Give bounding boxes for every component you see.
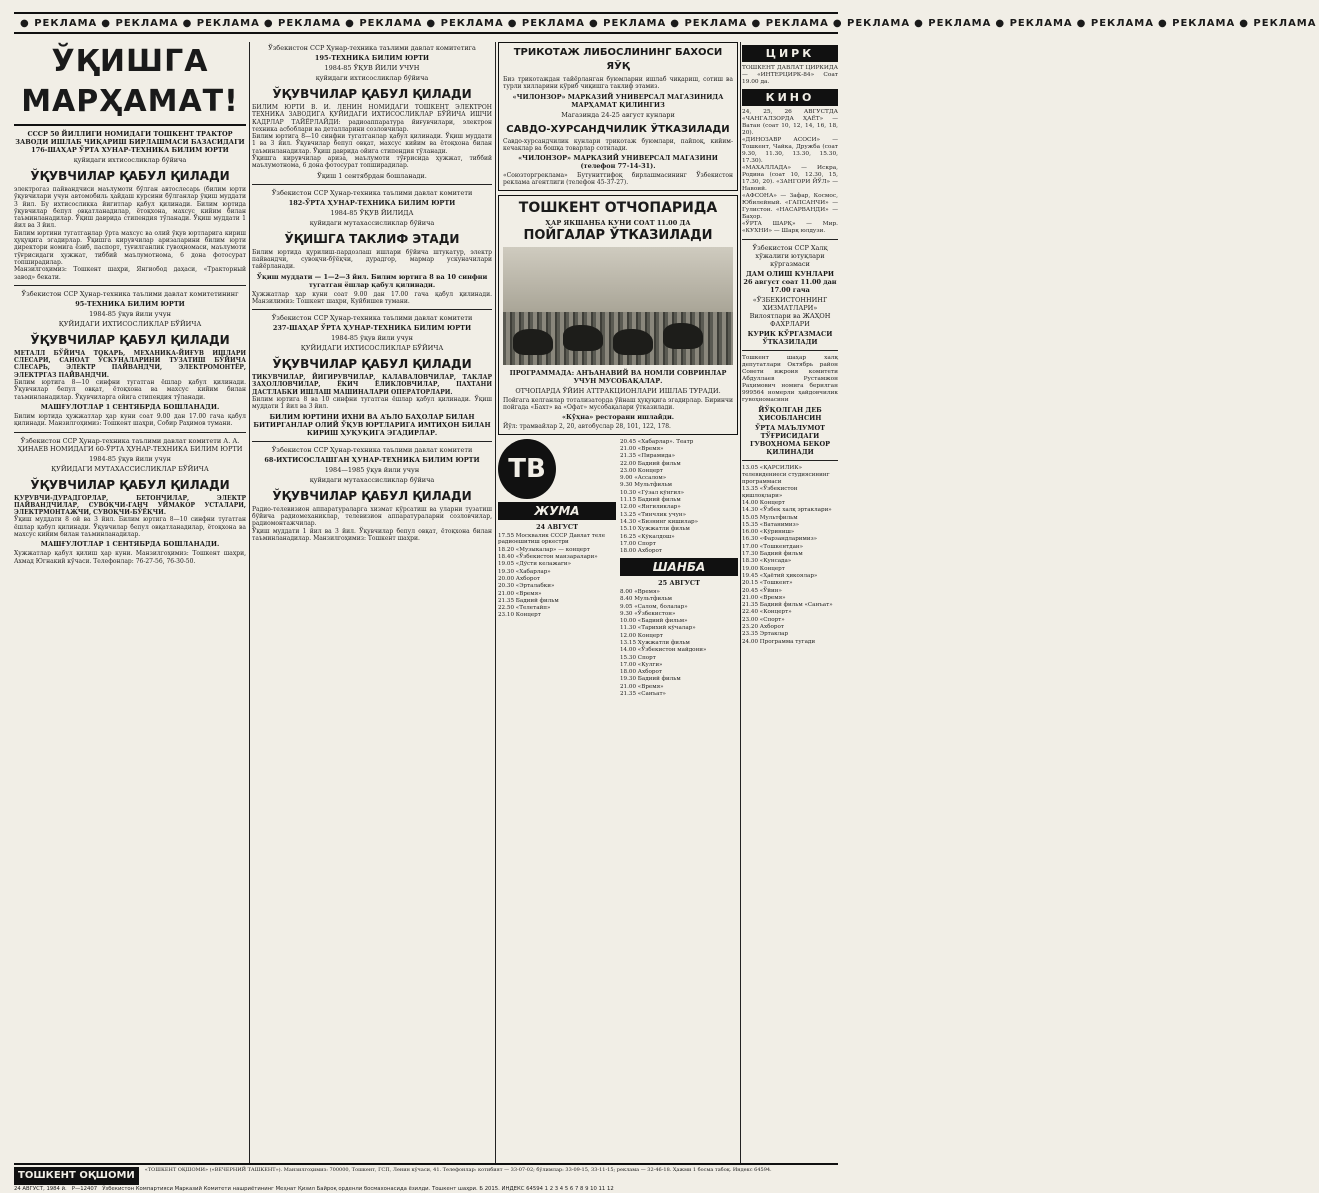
schedule-item: 18.30 «Кунсада» [742,558,792,565]
schedule-item: 20.45 «Хабарлар». Театр [620,438,694,445]
publisher-info: «ТОШКЕНТ ОҚШОМИ» («ВЕЧЕРНИЙ ТАШКЕНТ»). Манзилгоҳимиз: 700000, Тошкент, ГСП, Ленин кўчаси, 41. Телефонлар: котибият — 33-07-02; бўлимлар: 33-09-15, 33-11-15; реклама — 32-46-18. Ҳажми 1 босма табоқ. Индекс 64594. [144,1167,772,1173]
schedule-item: 15.10 Хужжатли фильм [620,526,690,533]
banner-item: ● РЕКЛАМА [507,17,585,29]
years: 1984-85 ўқув йили учун [89,309,171,318]
schedule-item: 8.40 Мультфильм [620,596,673,603]
schedule-item: 10.00 «Бадиий фильм» [620,618,688,625]
divider [252,441,492,442]
newspaper-logo: ТОШКЕНТ ОҚШОМИ [14,1167,139,1185]
cinema-text: «ДИНОЗАВР АСОСИ» — Тошкент, Чайка, Дружба (соат 9.30, 11.30, 13.30, 15.30, 17.30). [742,137,838,164]
saturday-date: 25 АВГУСТ [658,578,700,587]
banner-item: ● РЕКЛАМА [182,17,260,29]
note: Ўқиш 1 сентябрдан бошланади. [317,171,427,180]
horse-shape [613,329,653,355]
subtitle: ҚУЙИДАГИ ИХТИСОСЛИКЛАР БЎЙИЧА [58,319,202,328]
schedule-item: 16.00 «Кўриниш» [742,529,795,536]
schedule-item: 15.05 Мультфильм [742,514,798,521]
schedule-item: 15.35 «Ватанимиз» [742,521,800,528]
schedule-item: 21.00 «Время» [498,590,542,597]
heading-1: ЎҚУВЧИЛАР ҚАБУЛ ҚИЛАДИ [272,87,472,101]
years: 1984-85 ўқув йили учун [331,334,413,343]
banner-item: ● РЕКЛАМА [751,17,829,29]
schedule-item: 21.35 «Санъат» [620,691,666,698]
column-rule [249,42,250,1163]
schedule-item: 19.30 Бадиий фильм [620,676,681,683]
paragraph: Ўқиш муддати 1 йил ва 3 йил. Ўқувчилар бепул овқат, ётоқхона билан таъминланадилар. Манзилгоҳимиз: Тошкент шаҳри. [252,527,492,542]
intro-text: СССР 50 ЙИЛЛИГИ НОМИДАГИ ТОШКЕНТ ТРАКТОР ЗАВОДИ ИШЛАБ ЧИҚАРИШ БИРЛАШМАСИ БАЗАСИДАГИ 176-ШАҲАР ЎРТА ХУНАР-ТЕХНИКА БИЛИМ ЮРТИ [15,130,245,154]
tv-schedule [742,465,838,645]
schedule-item: 18.40 «Ўзбекистон манзаралари» [498,554,598,561]
divider [14,285,246,286]
tv-logo: ТВ [498,439,556,499]
issue-code: Р—12407 [71,1186,98,1192]
column-1 [14,42,246,1163]
schedule-item: 21.35 Бадиий фильм «Санъат» [742,602,833,609]
banner-item: ● РЕКЛАМА [426,17,504,29]
paragraph: Билим юртини тугатганлар ўрта махсус ва олий ўқув юртларига кириш ҳуқуқига эгадирлар. Ўқишга кирувчилар аризаларини билим юрти директори номига ёзиб, паспорт, туғилганлик гувоҳномаси, маълумоти тўғрисидаги ҳужжат, тиббий маълумотнома, 6 дона фотосурат топширадилар. [14,229,246,266]
cinema-text: «ЎРТА ШАРҚ» — Мир. «КУХНИ» — Шарқ юлдузи. [742,221,838,234]
years: 1984—1985 ўқув йили учун [324,465,420,474]
exhibition-org: Ўзбекистон ССР Халқ хўжалиги ютуқлари кўргазмаси [752,244,828,268]
schedule-item: 17.55 Москвалик СССР Давлат теле радиоешитиш оркестри [498,532,605,546]
heading-1: ЎҚУВЧИЛАР ҚАБУЛ ҚИЛАДИ [30,169,230,183]
banner-item: ● РЕКЛАМА [670,17,748,29]
attractions: ОТЧОПАРДА ЎЙИН АТТРАКЦИОНЛАРИ ИШЛАБ ТУРАДИ. [515,386,721,395]
program: ПРОГРАММАДА: АНЪАНАВИЙ ВА НОМЛИ СОВРИНЛАР УЧУН МУСОБАҚАЛАР. [509,368,727,385]
subtitle: ҚУЙИДАГИ МУТАХАССИСЛИКЛАР БЎЙИЧА [51,464,209,473]
divider [742,239,838,240]
address: Манзилгоҳимиз: Тошкент шаҳри, Янгиобод даҳаси, «Тракторный завод» бекати. [14,266,246,281]
schedule-item: 13.35 «Ўзбекистон қишлоқлари» [742,485,798,499]
schedule-item: 21.00 «Время» [620,683,664,690]
banner-item: ● РЕКЛАМА [588,17,667,29]
note: МАШҒУЛОТЛАР 1 СЕНТЯБРДА БОШЛАНАДИ. [40,402,220,411]
schedule-item: 17.00 «Кулги» [620,661,663,668]
school-name: 95-ТЕХНИКА БИЛИМ ЮРТИ [75,299,185,308]
paragraph: Билим юртига 8 ва 10 синфни тугатган ёшлар қабул қилинади. Ўқиш муддати 1 йил ва 3 йил. [252,396,492,411]
horse-shape [563,325,603,351]
heading-2: ЎҚУВЧИЛАР ҚАБУЛ ҚИЛАДИ [30,332,230,347]
schedule-item: 12.00 Концерт [620,632,663,639]
schedule-item: 20.45 «Ўйин» [742,587,782,594]
heading-4: ЎҚУВЧИЛАР ҚАБУЛ ҚИЛАДИ [272,488,472,503]
banner-item: ● РЕКЛАМА [1239,17,1317,29]
subtitle: қуйидаги мутахассисликлар бўйича [309,475,435,484]
schedule-item: 16.30 «Фарзандларимиз» [742,536,818,543]
school-name: 182-ЎРТА ҲУНАР-ТЕХНИКА БИЛИМ ЮРТИ [288,198,456,207]
exhibition-title: «ЎЗБЕКИСТОННИНГ ХИЗМАТЛАРИ» Вилоятлари ва ЖАҲОН ФАХРЛАРИ [749,296,831,328]
banner-item: ● РЕКЛАМА [1157,17,1236,29]
schedule-item: 23.00 «Спорт» [742,616,785,623]
column-4 [742,42,838,1163]
paragraph: Билим юртига 8—10 синфни тугатган ёшлар қабул қилинади. Ўқувчилар бепул овқат, ётоқхона ва махсус кийим билан таъминланадилар. Ўқувчиларга ойига стипендия тўланади. [14,379,246,401]
school-name: 68-ИХТИСОСЛАШГАН ҲУНАР-ТЕХНИКА БИЛИМ ЮРТИ [264,455,480,464]
subtitle: қуйидаги мутахассисликлар бўйича [309,218,435,227]
schedule-item: 21.35 «Пирамида» [620,453,676,460]
schedule-item: 18.20 «Музыкалар» — концерт [498,546,590,553]
lost-notice-2: ЎРТА МАЪЛУМОТ ТЎҒРИСИДАГИ ГУВОҲНОМА БЕКОР ҚИЛИНАДИ [749,424,831,456]
note: БИЛИМ ЮРТИНИ ИХНИ ВА АЪЛО БАҲОЛАР БИЛАН БИТИРГАНЛАР ОЛИЙ ЎҚУВ ЮРТЛАРИГА ИМТИҲОН БИЛАН КИРИШ ҲУҚУҚИГА ЭГАДИРЛАР. [253,412,491,437]
ad-contact: «ЧИЛОНЗОР» МАРКАЗИЙ УНИВЕРСАЛ МАГАЗИНИ (телефон 77-14-31). [518,154,718,171]
column-rule [740,42,741,1163]
paragraph: МЕТАЛЛ БЎЙИЧА ТОКАРЬ, МЕХАНИКА-ЙИҒУВ ИШЛАРИ СЛЕСАРИ, САНОАТ ЎСКУНАЛАРИНИ ТУЗАТИШ БЎЙИЧА СЛЕСАРЬ, ЭЛЕКТР ПАЙВАНДЧИ, ЭЛЕКТРОМОНТЁР, ЭЛЕКТРГАЗ ПАЙВАНДЧИ. [14,349,246,379]
day-saturday: ШАНБА [620,558,738,576]
exhibition-heading: КУРИК КЎРГАЗМАСИ ЎТКАЗИЛАДИ [747,330,833,346]
ad-date: Магазинда 24-25 август кунлари [561,110,675,119]
footer [14,1163,838,1187]
schedule-item: 24.00 Программа тугади [742,638,816,645]
schedule-item: 20.00 Ахборот [498,575,540,582]
paragraph: электрогаз пайвандчиси маълумоти бўлган автослесарь (билим юрти ўқувчилари учун автомобиль ҳайдаш курсини бўлганлар ўқиш муддати 3 йил. Бу ихтисосликка йигитлар қабул қилинади. Билим юртида ўқувчилар бепул овқатланадилар, ётоқхона, махсус кийим билан таъминланадилар. Ўқиш даврида стипендия тўланади. Ўқиш муддати 1 йил ва 3 йил. [14,186,246,230]
intro-sub: қуйидаги ихтисосликлар бўйича [73,156,187,164]
column-rule [495,42,496,1163]
schedule-item: 17.30 Бадиий фильм [742,551,803,558]
column-3 [498,42,738,1163]
banner-item: ● РЕКЛАМА [101,17,179,29]
tv-column-a [498,439,616,699]
banner-item: ● РЕКЛАМА [345,17,423,29]
note: Ўқиш муддати — 1—2—3 йил. Билим юртига 8 ва 10 синфни тугатган ёшлар қабул қилинади. [256,272,488,289]
ad-title: ТРИКОТАЖ ЛИБОСЛИНИНГ БАХОСИ ЯЎҚ [513,47,723,72]
banner-item: ● РЕКЛАМА [1076,17,1154,29]
schedule-item: 21.00 «Время» [742,594,786,601]
schedule-item: 19.30 «Хабарлар» [498,568,551,575]
paragraph: БИЛИМ ЮРТИ В. И. ЛЕНИН НОМИДАГИ ТОШКЕНТ ЭЛЕКТРОН ТЕХНИКА ЗАВОДИГА ҚУЙИДАГИ ИХТИСОСЛИКЛАР БЎЙИЧА ИШЧИ КАДРЛАР ТАЙЁРЛАЙДИ: радиоаппаратура йиғувчилари, электрон техника асбоблари ва деталларини созловчилар. [252,104,492,133]
cinema-text: «АФСОНА» — Зафар, Космос, Юбилейный. «ГАПСАНЧИ» — Гулистон. «НАСАРВАНДИ» — Баҳор. [742,193,838,220]
divider [742,350,838,351]
divider [252,184,492,185]
schedule-item: 21.35 Бадиий фильм [498,597,559,604]
schedule-item: 16.25 «Кўкалдош» [620,533,675,540]
circus-text: ТОШКЕНТ ДАВЛАТ ЦИРКИДА — «ИНТЕРЦИРК-84» Соат 19.00 да. [742,65,838,85]
ad-title: ТОШКЕНТ ОТЧОПАРИДА [518,199,718,216]
day-friday: ЖУМА [498,502,616,520]
org-name: Ўзбекистон ССР Ҳунар-техника таълими давлат комитети [271,445,473,454]
schedule-item: 14.00 «Ўзбекистон майдони» [620,647,707,654]
schedule-item: 23.10 Концерт [498,612,541,619]
exhibition-time: ДАМ ОЛИШ КУНЛАРИ 26 август соат 11.00 дан 17.00 гача [743,270,837,294]
print-info: Ўзбекистон Компартияси Марказий Комитети нашриётининг Меҳнат Қизил Байроқ орденли босмахонасида ёзилди. Тошкент шаҳри. Б 2015. ИНДЕКС 64594 1 2 3 4 5 6 7 8 9 10 11 12 [102,1186,614,1192]
paragraph: Радио-телевизион аппаратураларга хизмат кўрсатиш ва уларни тузатиш бўйича радиомеханиклар, телевизион аппаратураларни созловчилар, радиомонтажчилар. [252,505,492,528]
schedule-item: 14.00 Концерт [742,499,785,506]
org-name: Ўзбекистон ССР Ҳунар-техника таълими давлат комитети [271,314,473,323]
schedule-item: 19.45 «Ҳаётий ҳикоялар» [742,572,818,579]
schedule-item: 23.00 Концерт [620,467,663,474]
paragraph: Савдо-хурсандчилик кунлари трикотаж буюмлари, пайпоқ, кийим-кечаклар ва бошқа товарлар сотилади. [503,137,733,152]
org-name: Ўзбекистон ССР Ҳунар-техника таълими давлат комитети А. А. ҲИНАЕВ НОМИДАГИ 60-ЎРТА ҲУНАР-ТЕХНИКА БИЛИМ ЮРТИ [17,436,243,453]
tv-column-b [620,439,738,699]
schedule-item: 11.30 «Тарихий кўчалар» [620,625,696,632]
banner-item: ● РЕКЛАМА [995,17,1073,29]
banner-item: ● РЕКЛАМА [20,17,98,29]
schedule-item: 22.40 «Концерт» [742,609,792,616]
ad-heading: ПОЙГАЛАР ЎТКАЗИЛАДИ [523,227,713,243]
horse-shape [513,329,553,355]
schedule-item: 13.25 «Тинчлик учун» [620,511,687,518]
columns [14,42,838,1163]
paragraph: «Союзторгреклама» Бутуниттифоқ бирлашмасининг Ўзбекистон реклама агентлиги (телефон 45-37-27). [503,172,733,187]
paragraph: Биз трикотаждан тайёрланган буюмларни ишлаб чиқариш, сотиш ва турли хилларини кўриб чиқишга таклиф этамиз. [503,76,733,91]
paragraph: Йўл: трамвайлар 2, 20, автобуслар 28, 101, 122, 178. [503,423,671,431]
issue-date: 24 АВГУСТ, 1984 й. [14,1186,67,1192]
divider [252,309,492,310]
paragraph: Билим юртига 8—10 синфни тугатганлар қабул қилинади. Ўқиш муддати 1 ва 3 йил. Ўқувчилар бепул овқат, махсус кийим ва ётоқхона билан таъминланадилар. Ўқиш даврида ойига стипендия тўланади. [252,133,492,155]
schedule-item: 22.00 Бадиий фильм [620,460,681,467]
schedule-item: 11.15 Бадиий фильм [620,497,681,504]
schedule-item: 14.30 «Бизнинг кишилар» [620,518,699,525]
paragraph: Ўқиш муддати 8 ой ва 3 йил. Билим юртига 8—10 синфни тугатган ёшлар қабул қилинади. Ўқувчилар бепул овқатланадилар, ётоқхона ва махсус кийим билан таъминланадилар. [14,516,246,539]
advert-banner [14,12,1317,34]
schedule-item: 21.00 «Время» [620,445,664,452]
schedule-item: 23.35 Эртаклар [742,631,789,638]
restaurant: «Кўҳна» ресторани ишлайди. [561,413,675,422]
banner-item: ● РЕКЛАМА [263,17,342,29]
schedule-item: 19.00 Концерт [742,565,785,572]
schedule-item: 9.30 Мультфильм [620,482,673,489]
paragraph: Хужжатлар қабул қилиш ҳар куни. Манзилгоҳимиз: Тошкент шаҳри, Ахмад Югнакий кўчаси. Телефонлар: 76-27-56, 76-30-50. [14,550,246,565]
schedule-item: 9.05 «Салом, болалар» [620,603,688,610]
years: 1984-85 ЎҚУВ ЙИЛИ УЧУН [324,64,420,72]
hippodrome-ad [498,195,738,435]
schedule-item: 20.30 «Эрталабки» [498,583,555,590]
heading-2: ЎҚИШГА ТАКЛИФ ЭТАДИ [284,231,460,246]
paragraph: Ўқишга кирувчилар ариза, маълумоти тўғрисида ҳужжат, тиббий маълумотнома, 6 дона фотосурат топширадилар. [252,155,492,170]
schedule-item: 13.05 «ҚАРСИЛИК» телевидениеси студиясининг программаси [742,465,830,485]
divider [14,432,246,433]
paragraph: Билим юртида ҳужжатлар ҳар куни соат 9.00 дан 17.00 гача қабул қилинади. Манзилгоҳимиз: Тошкент шаҳри, Собир Раҳимов тумани. [14,412,246,428]
notice-text: Тошкент шаҳар халқ депутатлари Октябрь район Совети ижроия комитети Абдуллаев Рустамжон Раҳимович номига берилган 999564 номерли ҳайдовчилик гувоҳномасини [742,355,838,403]
ad-subtitle: ҲАР ЯКШАНБА КУНИ СОАТ 11.00 ДА [545,218,691,227]
schedule-item: 23.20 Ахборот [742,624,784,631]
paragraph: ТИКУВЧИЛАР, ЙИГИРУВЧИЛАР, КАЛАВАЛОВЧИЛАР, ТАКЛАР ЗАҲОЛЛОВЧИЛАР, ЁКИЧ ЁЛИКЛОВЧИЛАР, ПАХТАНИ ДАСТЛАБКИ ИШЛАШ МАШИНАЛАРИ ОПЕРАТОРЛАРИ. [252,374,492,396]
note: МАШҒУЛОТЛАР 1 СЕНТЯБРДА БОШЛАНАДИ. [40,540,220,549]
divider [742,460,838,461]
years: 1984-85 ЎҚУВ ЙИЛИДА [330,208,414,217]
paragraph: Ҳужжатлар ҳар куни соат 9.00 дан 17.00 гача қабул қилинади. Манзилимиз: Тошкент шаҳри, Куйбишев тумани. [252,290,492,305]
friday-schedule-continued [620,439,738,555]
schedule-item: 18.00 Ахборот [620,548,662,555]
circus-heading: ЦИРК [742,45,838,62]
cinema-text: «МАХАЛЛАДА» — Искра, Родина (соат 10, 12.30, 15, 17.30, 20). «ЗАНГОРИ ЙЎЛ» — Навоий. [742,165,838,192]
cinema-heading: КИНО [742,89,838,106]
org-name: Ўзбекистон ССР Ҳунар-техника таълими давлат комитети [271,188,473,197]
lost-notice: ЙЎҚОЛГАН ДЕБ ҲИСОБЛАНСИН [758,406,822,422]
cinema-text: 24, 25, 26 АВГУСТДА «ЧАНГАЛЗОРДА ҲАЁТ» — Ватан (соат 10, 12, 14, 16, 18, 20). [742,109,838,136]
schedule-item: 12.00 «Янгиликлар» [620,504,681,511]
schedule-item: 8.00 «Время» [620,588,660,595]
subtitle: қуйидаги ихтисосликлар бўйича [315,74,429,82]
school-name: 237-ШАҲАР ЎРТА ҲУНАР-ТЕХНИКА БИЛИМ ЮРТИ [272,324,472,333]
horse-shape [663,323,703,349]
friday-schedule [498,533,616,620]
banner-item: ● РЕКЛАМА [914,17,992,29]
schedule-item: 13.15 Хужжатли фильм [620,640,690,646]
schedule-item: 14.30 «Ўзбек халқ эртаклари» [742,507,832,514]
tv-section [498,439,738,699]
schedule-item: 9.00 «Ассалом» [620,475,667,482]
schedule-item: 10.30 «Гўзал кўнгил» [620,489,685,496]
heading-3: ЎҚУВЧИЛАР ҚАБУЛ ҚИЛАДИ [272,357,472,372]
saturday-schedule [620,589,738,698]
schedule-item: 9.30 «Ўзбекистон» [620,610,676,617]
school-name: 195-ТЕХНИКА БИЛИМ ЮРТИ [314,54,430,62]
ad-store: «ЧИЛОНЗОР» МАРКАЗИЙ УНИВЕРСАЛ МАГАЗИНИДА МАРҲАМАТ ҚИЛИНГИЗ [512,92,724,109]
schedule-item: 22.50 «Телетайп» [498,605,551,612]
subtitle: ҚУЙИДАГИ ИХТИСОСЛИКЛАР БЎЙИЧА [300,344,444,353]
friday-date: 24 АВГУСТ [536,522,578,531]
paragraph: Пойгага келганлар тотализаторда ўйнаш ҳуқуқига эгадирлар. Биринчи пойгада «Бахт» ва «Офат» мусобақалари ўтказилади. [503,396,733,412]
schedule-item: 19.05 «Дўсти келажаги» [498,561,572,568]
schedule-item: 15.30 Спорт [620,654,656,661]
heading-3: ЎҚУВЧИЛАР ҚАБУЛ ҚИЛАДИ [30,477,230,492]
org-name: Ўзбекистон ССР Ҳунар-техника таълими давлат комитетига [268,44,476,52]
column-2 [252,42,492,1163]
trikotaj-ad [498,42,738,191]
schedule-item: 20.15 «Тошкент» [742,580,793,587]
bottom-line [14,1186,838,1193]
schedule-item: 18.00 Ахборот [620,669,662,676]
banner-item: ● РЕКЛАМА [832,17,911,29]
schedule-item: 17.00 Спорт [620,540,656,547]
years: 1984-85 ўқув йили учун [89,454,171,463]
horse-race-photo [503,247,733,365]
paragraph: Билим юртида қурилиш-пардозлаш ишлари бўйича штукатур, электр пайвандчи, сувоқчи-бўёқчи, дурадгор, мармар ускуначилари тайёрланади. [252,248,492,271]
main-title: ЎҚИШГА МАРҲАМАТ! [14,42,246,126]
schedule-item: 17.00 «Тошкентдан» [742,543,804,550]
paragraph: ҚУРУВЧИ-ДУРАДГОРЛАР, БЕТОНЧИЛАР, ЭЛЕКТР ПАЙВАНДЧИЛАР, СУВОҚЧИ-ГАНЧ УЙМАКОР УСТАЛАРИ, ЭЛЕКТРМОНТАЖЧИ, СУВОҚЧИ-БЎЁҚЧИ. [14,494,246,517]
org-name: Ўзбекистон ССР Ҳунар-техника таълими давлат комитетининг [21,289,239,298]
ad-heading: САВДО-ХУРСАНДЧИЛИК ЎТКАЗИЛАДИ [506,123,730,135]
